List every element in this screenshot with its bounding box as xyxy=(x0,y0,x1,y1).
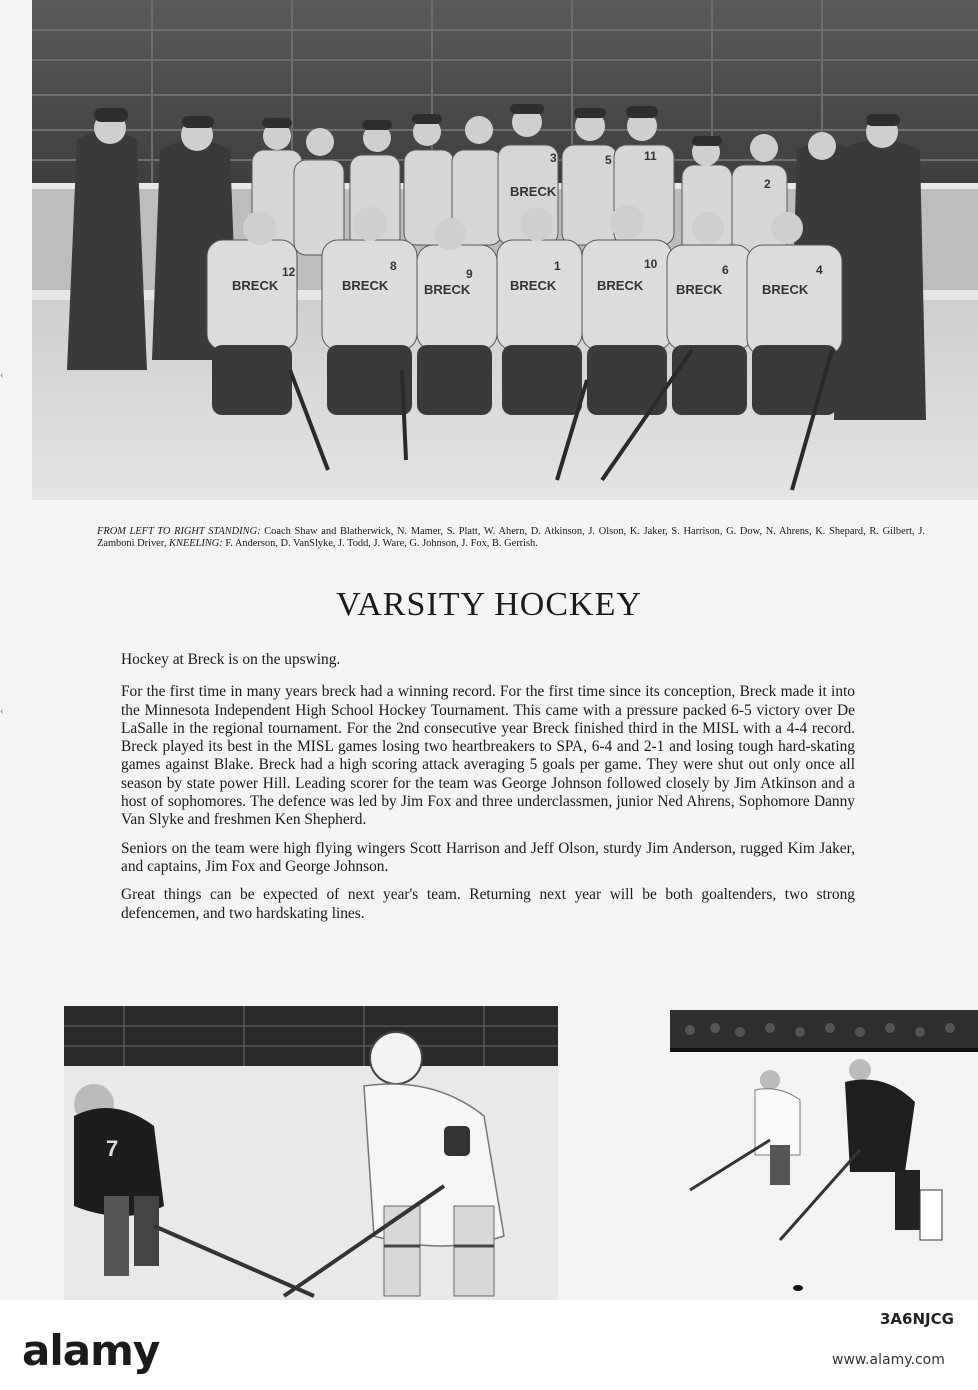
action-photo-left-graphic xyxy=(64,1006,558,1300)
jersey-number: 1 xyxy=(554,259,561,273)
paragraph: For the first time in many years breck had a winning record. For the first time since its conception, Breck made it into the Minnesota Independent High School Hockey Tournament. This came with a pressure packed 6-5 victory over De LaSalle in the regional tournament. For the 2nd consecutive year Breck finished third in the MISL with a 4-4 record. Breck played its best in the MISL games losing two heartbreakers to SPA, 6-4 and 2-1 and losing tough hard-skating games against Blake. Breck had a high scoring attack averaging 5 goals per game. They were shut out only once all season by state power Hill. Leading scorer for the team was George Johnson followed closely by Jim Atkinson and a host of sophomores. The defence was led by Jim Fox and three underclassmen, junior Ned Ahrens, Sophomore Danny Van Slyke and freshmen Ken Shepherd. xyxy=(121,683,855,829)
jersey-number: 9 xyxy=(466,267,473,281)
action-photo-left xyxy=(64,1006,558,1300)
action-photo-right-graphic xyxy=(670,1010,978,1300)
jersey-text: BRECK xyxy=(597,278,644,293)
jersey-number: 7 xyxy=(106,1136,119,1161)
team-photo xyxy=(32,0,978,500)
photo-caption xyxy=(97,526,925,549)
jersey-text: BRECK xyxy=(232,278,279,293)
jersey-number: 12 xyxy=(282,265,296,279)
jersey-text: BRECK xyxy=(762,282,809,297)
jersey-text: BRECK xyxy=(676,282,723,297)
watermark-url: www.alamy.com xyxy=(832,1352,945,1368)
margin-mark: ‹ xyxy=(0,706,4,717)
watermark-image-id: 3A6NJCG xyxy=(880,1310,954,1328)
caption-standing-label: FROM LEFT TO RIGHT STANDING: xyxy=(97,526,261,537)
caption-kneeling-names: F. Anderson, D. VanSlyke, J. Todd, J. Ware, G. Johnson, J. Fox, B. Gerrish. xyxy=(225,537,538,549)
watermark-logo: alamy xyxy=(22,1326,160,1375)
action-photo-right xyxy=(670,1010,978,1300)
jersey-number: 8 xyxy=(390,259,397,273)
page-title: VARSITY HOCKEY xyxy=(336,586,642,623)
caption-kneeling-label: KNEELING: xyxy=(169,537,223,549)
team-photo-graphic xyxy=(32,0,978,500)
paragraph: Hockey at Breck is on the upswing. xyxy=(121,651,341,668)
jersey-text: BRECK xyxy=(424,282,471,297)
paragraph: Great things can be expected of next year's team. Returning next year will be both goaltenders, two strong defencemen, and two hardskating lines. xyxy=(121,886,855,922)
jersey-text: BRECK xyxy=(510,278,557,293)
article-body xyxy=(121,651,855,933)
jersey-text: BRECK xyxy=(510,184,557,199)
jersey-number: 11 xyxy=(644,149,657,163)
jersey-number: 6 xyxy=(722,263,729,277)
jersey-text: BRECK xyxy=(342,278,389,293)
jersey-number: 5 xyxy=(605,153,612,167)
jersey-number: 4 xyxy=(816,263,823,277)
jersey-number: 10 xyxy=(644,257,658,271)
jersey-number: 3 xyxy=(550,151,557,165)
paragraph: Seniors on the team were high flying wingers Scott Harrison and Jeff Olson, sturdy Jim Anderson, rugged Kim Jaker, and captains, Jim Fox and George Johnson. xyxy=(121,839,855,875)
margin-mark: ‹ xyxy=(0,370,4,381)
jersey-number: 2 xyxy=(764,177,771,191)
caption-standing-names: Coach Shaw and Blatherwick, N. Mamer, S. Platt, W. Ahern, D. Atkinson, J. Olson, K. Jaker, S. Harrison, G. Dow, N. Ahrens, K. Shepard, R. Gilbert, J. Zamboni Driver, xyxy=(97,526,925,549)
